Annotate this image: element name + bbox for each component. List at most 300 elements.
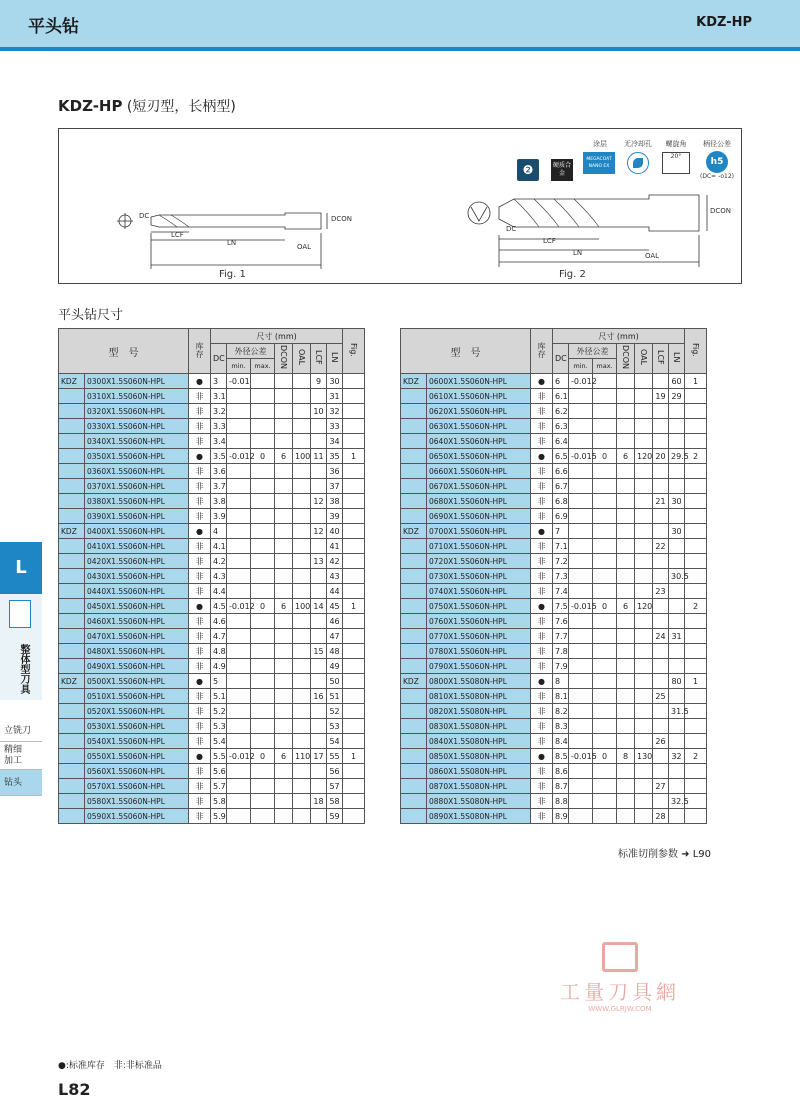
prefix-cell: [401, 659, 427, 674]
stock-cell: 非: [189, 809, 211, 824]
sidebar-item-drill[interactable]: 钻头: [0, 770, 42, 796]
prefix-cell: [59, 509, 85, 524]
fig2-lcf-label: LCF: [543, 237, 556, 245]
dcon-cell: [275, 764, 293, 779]
dcon-cell: [617, 794, 635, 809]
tol-max-cell: [593, 779, 617, 794]
ln-cell: [669, 719, 685, 734]
table-row: [59, 374, 365, 389]
table-row: [401, 629, 707, 644]
ln-cell: 59: [327, 809, 343, 824]
dc-cell: 8.7: [553, 779, 569, 794]
prefix-cell: [401, 509, 427, 524]
ln-cell: 39: [327, 509, 343, 524]
tol-max-cell: [251, 614, 275, 629]
dc-cell: 6.9: [553, 509, 569, 524]
tol-min-cell: [227, 764, 251, 779]
tol-max-cell: [593, 554, 617, 569]
fig-cell: [343, 629, 365, 644]
dc-cell: 8.8: [553, 794, 569, 809]
fig-cell: [343, 404, 365, 419]
stock-cell: 非: [531, 494, 553, 509]
dc-cell: 8.2: [553, 704, 569, 719]
stock-cell: 非: [531, 689, 553, 704]
dc-cell: 3.8: [211, 494, 227, 509]
tol-min-cell: [227, 419, 251, 434]
dcon-cell: [617, 569, 635, 584]
dc-cell: 6.6: [553, 464, 569, 479]
ln-cell: 32: [327, 404, 343, 419]
model-cell: 0720X1.5S060N-HPL: [427, 554, 531, 569]
dcon-cell: [275, 734, 293, 749]
oal-cell: [293, 794, 311, 809]
fig-cell: [685, 734, 707, 749]
fig-cell: [685, 644, 707, 659]
tol-min-cell: [227, 704, 251, 719]
lcf-cell: [311, 479, 327, 494]
tol-min-cell: [227, 719, 251, 734]
table-row: [59, 389, 365, 404]
model-cell: 0480X1.5S060N-HPL: [85, 644, 189, 659]
ln-cell: 55: [327, 749, 343, 764]
prefix-cell: [59, 809, 85, 824]
stock-header: 库存: [189, 329, 211, 374]
sidebar-item-finishing[interactable]: 精细加工: [0, 742, 42, 770]
dcon-cell: [617, 509, 635, 524]
model-cell: 0620X1.5S060N-HPL: [427, 404, 531, 419]
prefix-cell: [401, 704, 427, 719]
lcf-cell: [311, 614, 327, 629]
tol-min-cell: [227, 509, 251, 524]
model-cell: 0890X1.5S080N-HPL: [427, 809, 531, 824]
oal-cell: [635, 554, 653, 569]
tol-min-cell: [227, 629, 251, 644]
stock-cell: 非: [189, 584, 211, 599]
ln-cell: 52: [327, 704, 343, 719]
oal-cell: [635, 689, 653, 704]
prefix-cell: [59, 569, 85, 584]
ln-cell: 45: [327, 599, 343, 614]
size-header: 尺寸 (mm): [553, 329, 685, 344]
fig-cell: [343, 434, 365, 449]
lcf-cell: [311, 764, 327, 779]
model-cell: 0630X1.5S060N-HPL: [427, 419, 531, 434]
coating-badge: MEGACOAT NANO EX: [583, 152, 615, 174]
tol-max-cell: [251, 734, 275, 749]
stock-cell: 非: [531, 764, 553, 779]
tol-min-cell: [569, 434, 593, 449]
tol-max-cell: [251, 509, 275, 524]
table-row: [59, 404, 365, 419]
oal-cell: [635, 389, 653, 404]
table-row: [401, 689, 707, 704]
tolerance-feature: [697, 139, 737, 180]
oal-cell: [293, 374, 311, 389]
fig-cell: [685, 404, 707, 419]
tolerance-label: 柄径公差: [703, 140, 731, 148]
coolant-label: 无冷却孔: [624, 140, 652, 148]
prefix-cell: [401, 569, 427, 584]
lcf-cell: [653, 644, 669, 659]
fig-cell: [343, 584, 365, 599]
model-cell: 0350X1.5S060N-HPL: [85, 449, 189, 464]
section-tab-letter[interactable]: L: [0, 542, 42, 594]
oal-cell: [293, 509, 311, 524]
tol-max-cell: 0: [593, 449, 617, 464]
dc-cell: 4.6: [211, 614, 227, 629]
stock-cell: 非: [531, 614, 553, 629]
lcf-cell: [653, 599, 669, 614]
tol-max-cell: [251, 419, 275, 434]
tol-min-cell: [227, 794, 251, 809]
ln-cell: 49: [327, 659, 343, 674]
page-title: 平头钻: [28, 17, 79, 37]
dc-header: DC: [211, 344, 227, 374]
table-row: [401, 584, 707, 599]
table-row: [59, 509, 365, 524]
dcon-cell: [275, 509, 293, 524]
stock-cell: 非: [189, 614, 211, 629]
stock-cell: ●: [189, 674, 211, 689]
dcon-cell: 6: [617, 449, 635, 464]
tol-min-cell: [569, 644, 593, 659]
stock-cell: 非: [531, 434, 553, 449]
fig-cell: [685, 689, 707, 704]
tol-min-cell: [569, 659, 593, 674]
fig-cell: [343, 389, 365, 404]
tol-min-cell: [569, 419, 593, 434]
ln-cell: 57: [327, 779, 343, 794]
tol-max-cell: [593, 644, 617, 659]
dcon-cell: [617, 614, 635, 629]
fig-cell: [343, 659, 365, 674]
prefix-cell: [59, 539, 85, 554]
prefix-cell: [401, 419, 427, 434]
no-coolant-icon: [627, 152, 649, 174]
oal-cell: 100: [293, 599, 311, 614]
fig-cell: [343, 704, 365, 719]
tol-min-cell: [569, 509, 593, 524]
lcf-cell: 26: [653, 734, 669, 749]
lcf-cell: [653, 614, 669, 629]
dcon-cell: [275, 434, 293, 449]
lcf-cell: [653, 674, 669, 689]
oal-cell: [635, 494, 653, 509]
table-row: [59, 569, 365, 584]
dc-cell: 5.4: [211, 734, 227, 749]
lcf-cell: [653, 434, 669, 449]
dcon-cell: [275, 389, 293, 404]
tol-min-cell: [569, 569, 593, 584]
oal-cell: [293, 704, 311, 719]
lcf-cell: [653, 419, 669, 434]
ln-cell: [669, 689, 685, 704]
lcf-cell: [311, 434, 327, 449]
lcf-cell: [653, 554, 669, 569]
table-row: [401, 509, 707, 524]
dcon-cell: [617, 704, 635, 719]
dcon-cell: [275, 404, 293, 419]
dc-cell: 7.7: [553, 629, 569, 644]
lcf-cell: [311, 809, 327, 824]
tol-max-cell: [593, 434, 617, 449]
stock-cell: ●: [531, 374, 553, 389]
model-cell: 0300X1.5S060N-HPL: [85, 374, 189, 389]
fig-cell: [343, 719, 365, 734]
oal-cell: [635, 704, 653, 719]
stock-cell: 非: [189, 794, 211, 809]
ln-cell: [669, 479, 685, 494]
oal-cell: [293, 629, 311, 644]
fig2-dc-label: DC: [506, 225, 517, 233]
tol-max-cell: [251, 629, 275, 644]
lcf-cell: [311, 419, 327, 434]
ln-cell: [669, 554, 685, 569]
lcf-cell: [311, 389, 327, 404]
tol-max-cell: [593, 404, 617, 419]
ln-cell: [669, 659, 685, 674]
table-row: [59, 809, 365, 824]
table-row: [401, 809, 707, 824]
tol-min-cell: [569, 734, 593, 749]
sidebar-item-endmill[interactable]: 立铣刀: [0, 720, 42, 742]
fig-cell: [343, 509, 365, 524]
tol-header: 外径公差: [227, 344, 275, 359]
table-row: [401, 599, 707, 614]
cutting-params-ref[interactable]: 标准切削参数 ➜ L90: [618, 849, 712, 860]
tol-max-cell: [593, 584, 617, 599]
fig-cell: 2: [685, 449, 707, 464]
dcon-cell: [617, 434, 635, 449]
fig-cell: [685, 494, 707, 509]
dc-cell: 7.3: [553, 569, 569, 584]
helix-angle-icon: 20°: [662, 152, 690, 174]
fig1-ln-label: LN: [227, 239, 237, 247]
lcf-cell: [311, 629, 327, 644]
fig-cell: [343, 479, 365, 494]
stock-cell: 非: [189, 659, 211, 674]
tol-max-cell: [593, 524, 617, 539]
tol-max-cell: [593, 494, 617, 509]
oal-cell: [635, 524, 653, 539]
stock-cell: 非: [189, 419, 211, 434]
helix-feature: [659, 139, 693, 174]
tol-min-cell: [227, 674, 251, 689]
helix-label: 螺旋角: [665, 140, 687, 148]
table-row: [59, 749, 365, 764]
dcon-cell: [617, 674, 635, 689]
fig1-oal-label: OAL: [297, 243, 312, 251]
oal-cell: [635, 794, 653, 809]
prefix-cell: [59, 584, 85, 599]
table-row: [401, 659, 707, 674]
dc-cell: 4.1: [211, 539, 227, 554]
ln-cell: 56: [327, 764, 343, 779]
ln-cell: [669, 404, 685, 419]
fig2-dcon-label: DCON: [710, 207, 732, 215]
lcf-cell: [311, 464, 327, 479]
ln-cell: 42: [327, 554, 343, 569]
lcf-cell: 20: [653, 449, 669, 464]
model-cell: 0440X1.5S060N-HPL: [85, 584, 189, 599]
model-cell: 0330X1.5S060N-HPL: [85, 419, 189, 434]
prefix-cell: [59, 554, 85, 569]
stock-cell: 非: [531, 539, 553, 554]
header-rule: [0, 47, 800, 51]
model-cell: 0560X1.5S060N-HPL: [85, 764, 189, 779]
tol-min-cell: [569, 719, 593, 734]
stock-cell: 非: [189, 734, 211, 749]
watermark-url: WWW.GLRJW.COM: [588, 1005, 652, 1013]
dcon-cell: [275, 644, 293, 659]
table-title: 平头钻尺寸: [58, 308, 124, 323]
lcf-cell: [653, 659, 669, 674]
table-row: [401, 614, 707, 629]
prefix-cell: [59, 659, 85, 674]
prefix-cell: [59, 734, 85, 749]
fig-cell: [343, 554, 365, 569]
model-header: 型 号: [401, 329, 531, 374]
fig1-lcf-label: LCF: [171, 231, 184, 239]
tol-max-cell: [593, 419, 617, 434]
dcon-cell: [617, 524, 635, 539]
prefix-cell: [59, 629, 85, 644]
lcf-cell: [311, 734, 327, 749]
ln-cell: [669, 644, 685, 659]
stock-cell: ●: [531, 674, 553, 689]
model-cell: 0550X1.5S060N-HPL: [85, 749, 189, 764]
dc-cell: 8.4: [553, 734, 569, 749]
table-row: [401, 779, 707, 794]
model-cell: 0790X1.5S060N-HPL: [427, 659, 531, 674]
tol-min-cell: [227, 614, 251, 629]
prefix-cell: KDZ: [59, 524, 85, 539]
lcf-cell: 17: [311, 749, 327, 764]
ln-cell: 44: [327, 584, 343, 599]
dc-header: DC: [553, 344, 569, 374]
dcon-cell: [275, 719, 293, 734]
tol-min-cell: [569, 584, 593, 599]
dcon-cell: [275, 539, 293, 554]
oal-cell: [293, 674, 311, 689]
model-cell: 0510X1.5S060N-HPL: [85, 689, 189, 704]
tol-max-cell: [593, 539, 617, 554]
prefix-cell: [59, 434, 85, 449]
tol-min-cell: [227, 389, 251, 404]
tolerance-badge: h5: [706, 151, 728, 173]
fig-cell: [343, 569, 365, 584]
oal-cell: [293, 524, 311, 539]
ln-cell: 35: [327, 449, 343, 464]
fig-cell: [685, 434, 707, 449]
tol-min-cell: [227, 524, 251, 539]
dcon-cell: [275, 554, 293, 569]
table-row: [401, 539, 707, 554]
model-cell: 0700X1.5S060N-HPL: [427, 524, 531, 539]
dcon-cell: [275, 584, 293, 599]
model-cell: 0570X1.5S060N-HPL: [85, 779, 189, 794]
lcf-cell: [653, 524, 669, 539]
ln-cell: 30: [669, 494, 685, 509]
prefix-cell: KDZ: [401, 674, 427, 689]
table-row: [401, 434, 707, 449]
lcf-header: LCF: [653, 344, 669, 374]
stock-cell: 非: [189, 464, 211, 479]
ln-cell: 51: [327, 689, 343, 704]
dcon-cell: 6: [275, 449, 293, 464]
oal-cell: [635, 764, 653, 779]
prefix-cell: [59, 494, 85, 509]
model-cell: 0650X1.5S060N-HPL: [427, 449, 531, 464]
ln-cell: [669, 509, 685, 524]
tol-min-cell: [227, 434, 251, 449]
oal-cell: [293, 404, 311, 419]
table-row: [401, 719, 707, 734]
model-cell: 0740X1.5S060N-HPL: [427, 584, 531, 599]
stock-cell: 非: [531, 554, 553, 569]
table-row: [401, 764, 707, 779]
model-cell: 0530X1.5S060N-HPL: [85, 719, 189, 734]
dc-cell: 5.8: [211, 794, 227, 809]
prefix-cell: [401, 554, 427, 569]
prefix-cell: [401, 614, 427, 629]
tol-min-cell: -0.012: [569, 374, 593, 389]
ln-cell: [669, 779, 685, 794]
model-cell: 0770X1.5S060N-HPL: [427, 629, 531, 644]
fig-cell: [343, 644, 365, 659]
tol-max-cell: [251, 704, 275, 719]
prefix-cell: [401, 794, 427, 809]
oal-cell: [293, 689, 311, 704]
lcf-cell: [653, 464, 669, 479]
dcon-cell: [617, 479, 635, 494]
model-cell: 0590X1.5S060N-HPL: [85, 809, 189, 824]
fig-cell: 1: [685, 674, 707, 689]
table-row: [59, 449, 365, 464]
table-row: [401, 704, 707, 719]
table-row: [401, 389, 707, 404]
left-spec-table: [58, 328, 365, 824]
stock-cell: 非: [189, 554, 211, 569]
ln-cell: 50: [327, 674, 343, 689]
dcon-cell: [617, 419, 635, 434]
stock-cell: 非: [189, 509, 211, 524]
dc-cell: 4: [211, 524, 227, 539]
tol-max-cell: [251, 494, 275, 509]
tol-min-cell: [227, 569, 251, 584]
ln-cell: 40: [327, 524, 343, 539]
dc-cell: 3.6: [211, 464, 227, 479]
prefix-cell: [401, 584, 427, 599]
lcf-cell: 16: [311, 689, 327, 704]
ln-cell: 31: [669, 629, 685, 644]
oal-cell: [635, 464, 653, 479]
prefix-cell: KDZ: [401, 374, 427, 389]
fig-cell: [343, 674, 365, 689]
oal-cell: [635, 629, 653, 644]
stock-cell: 非: [189, 479, 211, 494]
oal-cell: [635, 584, 653, 599]
dc-cell: 6.8: [553, 494, 569, 509]
dcon-cell: [617, 404, 635, 419]
ln-cell: 60: [669, 374, 685, 389]
tol-max-cell: [251, 794, 275, 809]
stock-cell: 非: [189, 644, 211, 659]
prefix-cell: [59, 689, 85, 704]
tol-max-cell: [593, 764, 617, 779]
ln-cell: 29: [669, 389, 685, 404]
dc-cell: 3: [211, 374, 227, 389]
